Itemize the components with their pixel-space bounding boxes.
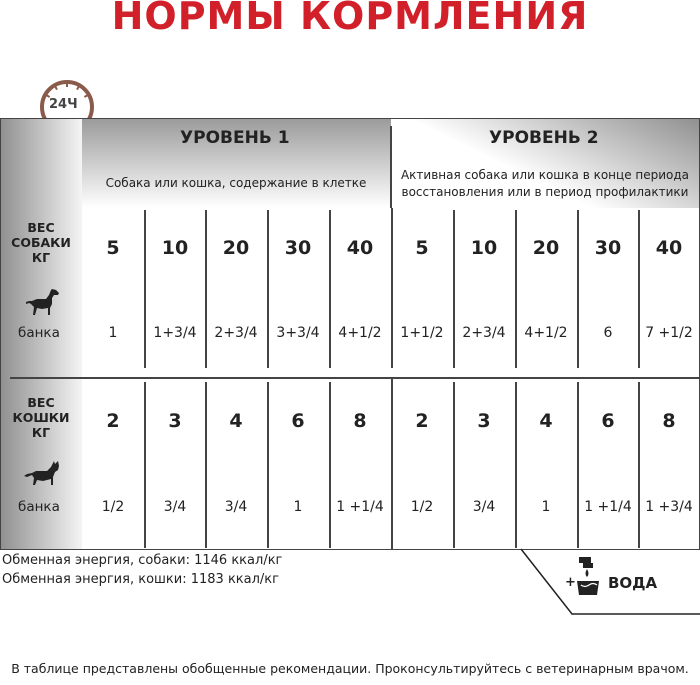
cat-weight: 8 <box>662 410 676 432</box>
dog-label-line3: КГ <box>31 250 51 265</box>
cat-weight: 3 <box>168 410 182 432</box>
grid-line <box>329 210 331 368</box>
cat-weight: 3 <box>477 410 491 432</box>
water-bowl-icon <box>565 555 601 603</box>
grid-line <box>329 382 331 548</box>
dog-portion: 2+3/4 <box>462 325 506 341</box>
grid-line <box>267 382 269 548</box>
level2-description-line1: Активная собака или кошка в конце периода <box>400 168 690 182</box>
row-separator <box>10 377 699 379</box>
cat-label-line3: КГ <box>31 425 51 440</box>
grid-line <box>453 210 455 368</box>
dog-portion: 7 +1/2 <box>645 325 693 341</box>
level2-description <box>392 167 698 201</box>
dog-weight: 30 <box>594 237 622 259</box>
cat-portion: 1 <box>541 499 551 515</box>
cat-icon <box>22 459 62 487</box>
grid-line <box>638 382 640 548</box>
dog-weight: 40 <box>346 237 374 259</box>
dog-portion: 1+1/2 <box>400 325 444 341</box>
energy-cats: Обменная энергия, кошки: 1183 ккал/кг <box>2 572 279 587</box>
dog-portion: 4+1/2 <box>524 325 568 341</box>
dog-portion-label: банка <box>18 325 60 341</box>
cat-weight: 4 <box>539 410 553 432</box>
cat-portion: 1 +1/4 <box>336 499 384 515</box>
dog-weight: 10 <box>161 237 189 259</box>
page-title: НОРМЫ КОРМЛЕНИЯ <box>111 0 589 38</box>
clock-label: 24Ч <box>49 97 78 112</box>
cat-label-line1: ВЕС <box>27 395 55 410</box>
grid-line <box>638 210 640 368</box>
dog-portion: 6 <box>603 325 613 341</box>
grid-line <box>267 210 269 368</box>
cat-portion: 1/2 <box>410 499 434 515</box>
dog-portion: 1+3/4 <box>153 325 197 341</box>
grid-line <box>577 210 579 368</box>
cat-label-line2: КОШКИ <box>12 410 70 425</box>
dog-weight: 5 <box>415 237 429 259</box>
cat-weight: 4 <box>229 410 243 432</box>
cat-weight: 6 <box>601 410 615 432</box>
footer-note: В таблице представлены обобщенные рекомендации. Проконсультируйтесь с ветеринарным врачом. <box>11 661 689 676</box>
dog-weight-label <box>0 220 82 265</box>
dog-icon <box>24 287 60 317</box>
grid-line <box>205 382 207 548</box>
grid-line <box>144 210 146 368</box>
cat-portion: 1 <box>293 499 303 515</box>
dog-weight: 20 <box>222 237 250 259</box>
dog-weight: 5 <box>106 237 120 259</box>
cat-weight: 2 <box>415 410 429 432</box>
dog-weight: 40 <box>655 237 683 259</box>
cat-weight: 2 <box>106 410 120 432</box>
cat-portion: 3/4 <box>472 499 496 515</box>
grid-line <box>515 382 517 548</box>
cat-portion: 3/4 <box>163 499 187 515</box>
water-label: ВОДА <box>608 574 658 592</box>
dog-label-line1: ВЕС <box>27 220 55 235</box>
cat-weight: 8 <box>353 410 367 432</box>
svg-text:+: + <box>565 575 576 590</box>
grid-line <box>577 382 579 548</box>
dog-portion: 3+3/4 <box>276 325 320 341</box>
dog-weight: 30 <box>284 237 312 259</box>
grid-line <box>205 210 207 368</box>
level1-title: УРОВЕНЬ 1 <box>180 128 290 148</box>
level2-description-line2: восстановления или в период профилактики <box>401 185 689 199</box>
dog-label-line2: СОБАКИ <box>11 235 71 250</box>
cat-portion: 1 +3/4 <box>645 499 693 515</box>
dog-weight: 10 <box>470 237 498 259</box>
grid-line <box>391 378 393 549</box>
dog-portion: 2+3/4 <box>214 325 258 341</box>
level1-description: Собака или кошка, содержание в клетке <box>105 176 367 190</box>
level2-title: УРОВЕНЬ 2 <box>489 128 599 148</box>
cat-weight: 6 <box>291 410 305 432</box>
cat-portion: 1 +1/4 <box>584 499 632 515</box>
cat-portion-label: банка <box>18 499 60 515</box>
grid-line <box>515 210 517 368</box>
grid-line <box>391 208 393 368</box>
dog-weight: 20 <box>532 237 560 259</box>
energy-dogs: Обменная энергия, собаки: 1146 ккал/кг <box>2 553 283 568</box>
cat-weight-label <box>0 395 82 440</box>
cat-portion: 1/2 <box>101 499 125 515</box>
data-area <box>82 208 698 549</box>
grid-line <box>453 382 455 548</box>
cat-portion: 3/4 <box>224 499 248 515</box>
dog-portion: 1 <box>108 325 118 341</box>
grid-line <box>144 382 146 548</box>
dog-portion: 4+1/2 <box>338 325 382 341</box>
